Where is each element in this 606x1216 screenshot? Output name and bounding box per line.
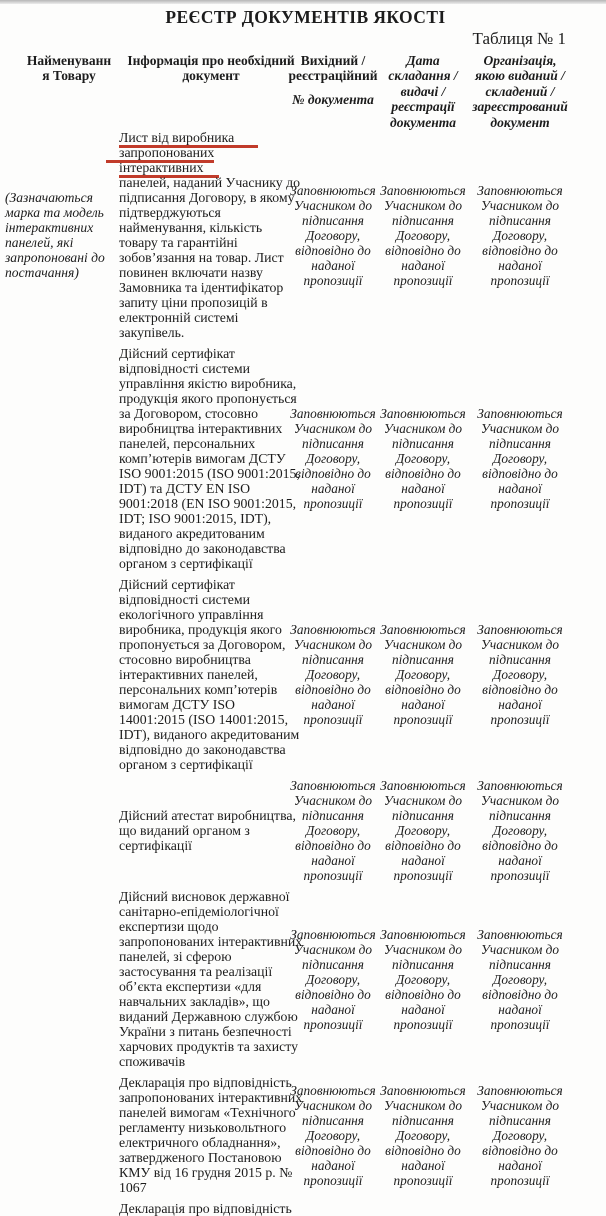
fill-in-note: Заповнюються Учасником до підписання Договору, відповідно до наданої пропозиції [380,926,466,1032]
fill-in-note: Заповнюються Учасником до підписання Договору, відповідно до наданої пропозиції [290,778,376,884]
document-info-cell [113,808,303,853]
document-info-cell [113,130,303,340]
page-title: РЕЄСТР ДОКУМЕНТІВ ЯКОСТІ [165,7,446,27]
fill-in-note: Заповнюються Учасником до підписання Договору, відповідно до наданої пропозиції [477,926,563,1032]
product-name-cell [5,190,113,280]
red-underline-annotation: Лист від виробника [119,130,258,148]
column-header-issuing-organization: Організація, якою виданий / складений / зареєстрований документ [472,53,568,130]
document-description: Декларація про відповідність [119,1201,292,1216]
table-row [5,130,606,340]
doc-number-cell [288,927,378,1032]
column-header-document-date: Дата складання / видачі / реєстрації документа [388,53,458,130]
date-cell [378,778,468,883]
table-header-row [5,53,606,130]
fill-in-note: Заповнюються Учасником до підписання Договору, відповідно до наданої пропозиції [477,1082,563,1188]
column-header-product-name: Найменуванн я Товару [26,53,112,84]
organization-cell [468,778,572,883]
document-description: Дійсний атестат виробництва, що виданий органом з сертифікації [119,808,296,854]
column-header-document-number-sub: № документа [292,91,374,107]
organization-cell [468,1083,572,1188]
fill-in-note: Заповнюються Учасником до підписання Договору, відповідно до наданої пропозиції [290,622,376,728]
product-note: (Зазначаються марка та модель інтерактивних панелей, які запропоновані до постачання) [5,190,105,281]
organization-cell [468,622,572,727]
doc-number-cell [288,183,378,288]
doc-number-cell [288,622,378,727]
red-underline-annotation: запропонованих інтерактивних [106,145,219,178]
doc-number-cell [288,778,378,883]
document-info-cell [113,346,303,571]
document-info-cell [113,577,303,772]
fill-in-note: Заповнюються Учасником до підписання Договору, відповідно до наданої пропозиції [380,406,466,512]
column-header-document-number: Вихідний / реєстраційний № документа [288,53,378,107]
table-row [5,1075,606,1195]
fill-in-note: Заповнюються Учасником до підписання Договору, відповідно до наданої пропозиції [477,622,563,728]
document-description: Дійсний висновок державної санітарно-епідеміологічної експертизи щодо запропонованих інтерактивних панелей, зі сферою застосування та реалізації об’єкта експертизи «для навчальних закладів», що виданий Державною службою України з питань безпечності харчових продуктів та захисту споживачів [119,889,303,1070]
doc-number-cell [288,406,378,511]
fill-in-note: Заповнюються Учасником до підписання Договору, відповідно до наданої пропозиції [477,406,563,512]
organization-cell [468,927,572,1032]
fill-in-note: Заповнюються Учасником до підписання Договору, відповідно до наданої пропозиції [290,1082,376,1188]
fill-in-note: Заповнюються Учасником до підписання Договору, відповідно до наданої пропозиції [290,182,376,288]
doc-number-cell [288,1083,378,1188]
date-cell [378,1083,468,1188]
table-row [5,346,606,571]
table-row [5,1201,606,1216]
table-row [5,778,606,883]
date-cell [378,927,468,1032]
fill-in-note: Заповнюються Учасником до підписання Договору, відповідно до наданої пропозиції [290,406,376,512]
document-info-cell [113,1201,303,1216]
document-page [0,7,606,1216]
fill-in-note: Заповнюються Учасником до підписання Договору, відповідно до наданої пропозиції [380,778,466,884]
fill-in-note: Заповнюються Учасником до підписання Договору, відповідно до наданої пропозиції [380,182,466,288]
document-description: Дійсний сертифікат відповідності системи екологічного управління виробника, продукція якого пропонується за Договором, стосовно виробництва інтерактивних панелей, персональних комп’ютерів вимогам ДСТУ ISO 14001:2015 (ISO 14001:2015, IDT), виданого акредитованим відповідно до законодавства органом з сертифікації [119,577,300,773]
date-cell [378,622,468,727]
fill-in-note: Заповнюються Учасником до підписання Договору, відповідно до наданої пропозиції [290,926,376,1032]
column-header-document-info: Інформація про необхідний документ [127,53,295,84]
fill-in-note: Заповнюються Учасником до підписання Договору, відповідно до наданої пропозиції [477,778,563,884]
table-label: Таблиця № 1 [472,29,566,48]
document-description: Лист від виробника запропонованих інтерактивних панелей, наданий Учаснику до підписання Договору, в якому підтверджуються найменування, кількість товару та гарантійні зобов’язання на товар. Лист повинен включати назву Замовника та ідентифікатор запиту ціни пропозицій в електронній системі закупівель. [119,130,303,340]
fill-in-note: Заповнюються Учасником до підписання Договору, відповідно до наданої пропозиції [477,182,563,288]
table-row [5,889,606,1069]
document-info-cell [113,889,303,1069]
fill-in-note: Заповнюються Учасником до підписання Договору, відповідно до наданої пропозиції [380,1082,466,1188]
organization-cell [468,183,572,288]
date-cell [378,183,468,288]
page-top-edge [0,0,606,4]
table-row [5,577,606,772]
document-description: Декларація про відповідність запропонованих інтерактивних панелей вимогам «Технічного регламенту низьковольтного електричного обладнання», затвердженого Постановою КМУ від 16 грудня 2015 р. № 1067 [119,1075,303,1196]
document-info-cell [113,1075,303,1195]
date-cell [378,406,468,511]
document-description: Дійсний сертифікат відповідності системи управління якістю виробника, продукція якого пропонується за Договором, стосовно виробництва інтерактивних панелей, персональних комп’ютерів вимогам ДСТУ ISO 9001:2015 (ISO 9001:2015, IDT) та ДСТУ EN ISO 9001:2018 (EN ISO 9001:2015, IDT; ISO 9001:2015, IDT), виданого акредитованим відповідно до законодавства органом з сертифікації [119,346,300,572]
organization-cell [468,406,572,511]
fill-in-note: Заповнюються Учасником до підписання Договору, відповідно до наданої пропозиції [380,622,466,728]
table-body [5,130,606,1216]
